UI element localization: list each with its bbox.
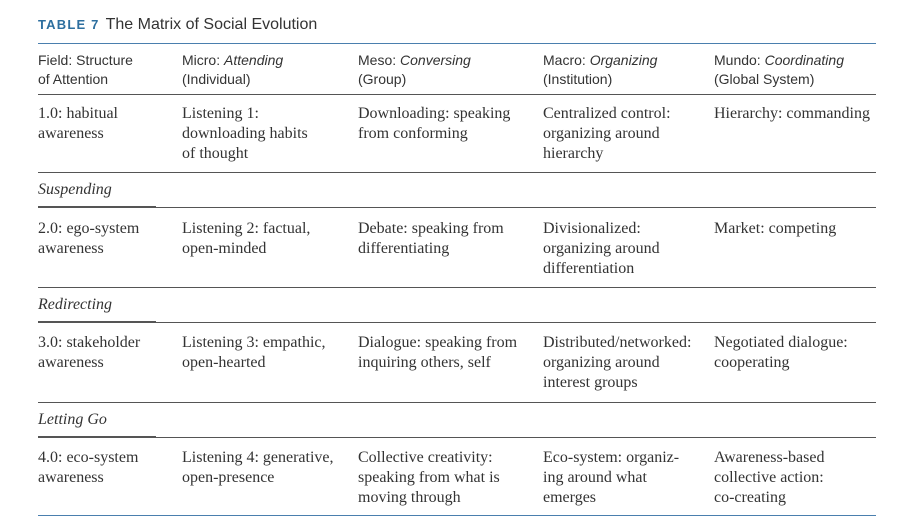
header-top-rule [38,43,876,44]
table-cell-mundo: Negotiated dialogue: cooperating [714,334,848,371]
column-header-micro: Micro: Attending (Individual) [182,52,284,87]
table-cell-macro: Distributed/networked: organizing around interest groups [543,334,692,391]
header-bottom-rule [38,94,876,95]
table-cell-meso: Dialogue: speaking from inquiring others, self [358,334,518,371]
table-caption [38,16,317,34]
table-cell-meso: Debate: speaking from differentiating [358,220,504,257]
table-cell-level: 3.0: stakeholder awareness [38,334,141,371]
table-cell-micro: Listening 2: factual, open-minded [182,220,311,257]
table-cell-meso: Collective creativity: speaking from what is moving through [358,449,500,506]
table-cell-micro: Listening 3: empathic, open-hearted [182,334,326,371]
table-title: The Matrix of Social Evolution [105,16,318,33]
table-cell-mundo: Market: competing [714,220,837,237]
row-divider [38,207,876,208]
table-cell-level: 2.0: ego-system awareness [38,220,140,257]
column-header-field: Field: Structure of Attention [38,52,133,87]
row-divider [38,322,876,323]
table-number: TABLE 7 [38,17,100,32]
section-label-letting-go: Letting Go [38,411,107,428]
row-divider [38,402,876,403]
table-cell-micro: Listening 4: generative, open-presence [182,449,334,486]
table-cell-macro: Centralized control: organizing around hierarchy [543,105,671,162]
table-cell-mundo: Hierarchy: commanding [714,105,870,122]
row-divider [38,287,876,288]
table-bottom-rule [38,515,876,516]
section-label-suspending: Suspending [38,181,112,198]
column-header-macro: Macro: Organizing (Institution) [543,52,658,87]
table-cell-macro: Divisionalized: organizing around differentiation [543,220,660,277]
row-divider [38,437,876,438]
column-header-meso: Meso: Conversing (Group) [358,52,471,87]
table-cell-meso: Downloading: speaking from conforming [358,105,511,142]
section-label-redirecting: Redirecting [38,296,113,313]
table-cell-macro: Eco-system: organiz- ing around what emerges [543,449,680,506]
table-cell-level: 4.0: eco-system awareness [38,449,139,486]
column-header-mundo: Mundo: Coordinating (Global System) [714,52,844,87]
table-cell-mundo: Awareness-based collective action: co-creating [714,449,825,506]
row-divider [38,172,876,173]
table-cell-micro: Listening 1: downloading habits of thought [182,105,308,162]
table-cell-level: 1.0: habitual awareness [38,105,118,142]
